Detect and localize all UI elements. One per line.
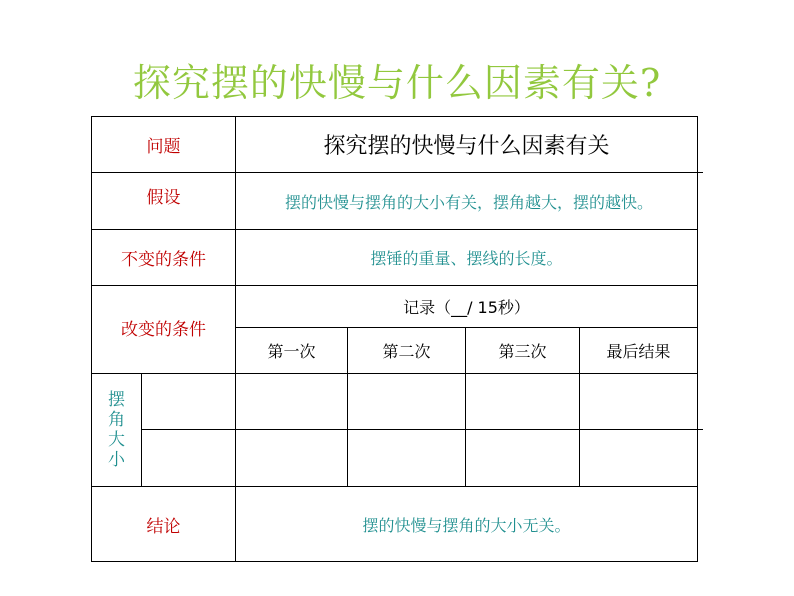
- changed-condition-label: 改变的条件: [121, 320, 206, 340]
- column-divider: [141, 373, 142, 486]
- row-label-char: 角: [108, 410, 125, 430]
- hypothesis-label: 假设: [146, 188, 181, 208]
- row-label-char: 大: [108, 430, 125, 450]
- trial-header: 最后结果: [606, 342, 671, 361]
- hypothesis-value: 摆的快慢与摆角的大小有关，摆角越大，摆的越快。: [284, 192, 653, 212]
- table-border-bottom: [91, 561, 698, 562]
- conclusion-value: 摆的快慢与摆角的大小无关。: [362, 515, 571, 535]
- trial-header: 第三次: [498, 342, 547, 361]
- conclusion-label: 结论: [146, 516, 181, 537]
- record-header: 记录（__/ 15秒）: [403, 298, 530, 317]
- constant-condition-value: 摆锤的重量、摆线的长度。: [370, 249, 563, 268]
- row-divider: [141, 429, 703, 430]
- trial-header: 第一次: [267, 342, 316, 361]
- page-title: 探究摆的快慢与什么因素有关?: [132, 61, 662, 105]
- question-label: 问题: [146, 137, 181, 157]
- trial-header: 第二次: [382, 342, 431, 361]
- row-label-swing-angle: [92, 374, 141, 486]
- constant-condition-label: 不变的条件: [121, 250, 206, 270]
- question-value: 探究摆的快慢与什么因素有关: [323, 134, 610, 159]
- row-divider: [91, 373, 698, 374]
- row-label-char: 摆: [108, 390, 125, 410]
- row-label-char: 小: [108, 450, 125, 470]
